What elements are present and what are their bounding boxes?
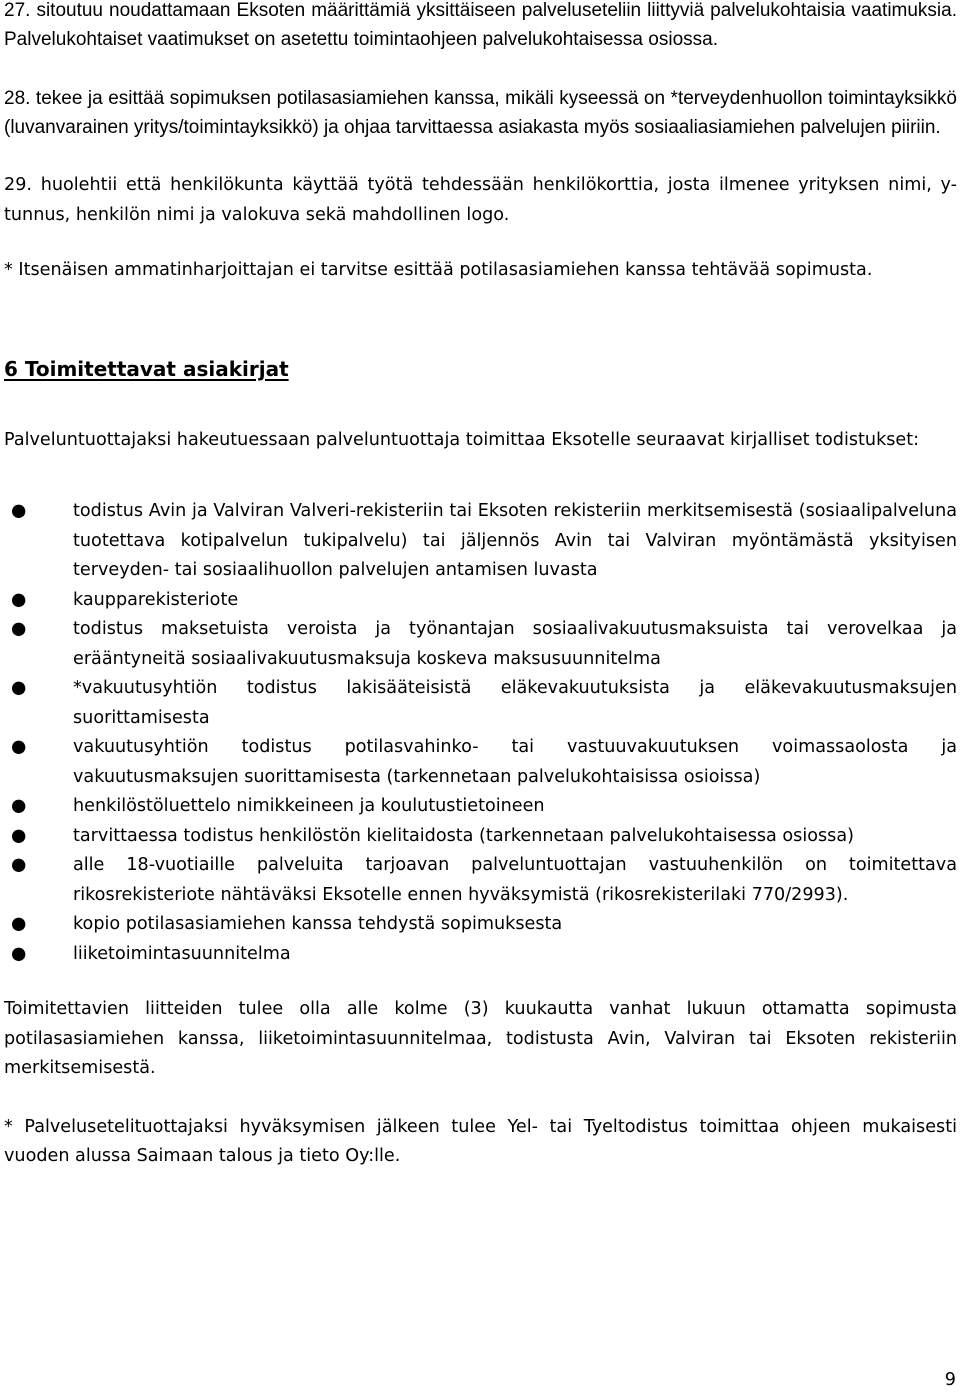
list-item (4, 940, 957, 970)
bullet-icon: ● (11, 855, 27, 875)
list-item-text: tarvittaessa todistus henkilöstön kielitaidosta (tarkennetaan palvelukohtaisessa osiossa) (73, 825, 854, 846)
list-item (4, 910, 957, 940)
required-documents-list (4, 497, 957, 969)
list-item-27: 27. sitoutuu noudattamaan Eksoten määrittämiä yksittäiseen palveluseteliin liittyviä palvelukohtaisia vaatimuksia. Palvelukohtaiset vaatimukset on asetettu toimintaohjeen palvelukohtaisessa osiossa. (4, 0, 957, 50)
list-item-text: kopio potilasasiamiehen kanssa tehdystä sopimuksesta (73, 914, 563, 934)
bullet-icon: ● (11, 796, 27, 816)
document-page (4, 0, 957, 1172)
bullet-icon: ● (11, 678, 27, 698)
list-item-28: 28. tekee ja esittää sopimuksen potilasasiamiehen kanssa, mikäli kyseessä on *terveydenhuollon toimintayksikkö (luvanvarainen yritys/toimintayksikkö) ja ohjaa tarvittaessa asiakasta myös sosiaaliasiamiehen palvelujen piiriin. (4, 88, 957, 138)
bullet-icon: ● (11, 914, 27, 934)
list-item-text: alle 18-vuotiaille palveluita tarjoavan palveluntuottajan vastuuhenkilön on toimitettava rikosrekisteriote nähtäväksi Eksotelle ennen hyväksymistä (rikosrekisterilaki 770/2993). (73, 855, 957, 905)
bullet-icon: ● (11, 737, 27, 757)
list-item-text: kaupparekisteriote (73, 589, 239, 610)
list-item (4, 733, 957, 792)
section-intro: Palveluntuottajaksi hakeutuessaan palveluntuottaja toimittaa Eksotelle seuraavat kirjalliset todistukset: (4, 429, 920, 450)
footnote-independent-practitioner: * Itsenäisen ammatinharjoittajan ei tarvitse esittää potilasasiamiehen kanssa tehtävää sopimusta. (4, 260, 873, 280)
attachments-validity-note: Toimitettavien liitteiden tulee olla alle kolme (3) kuukautta vanhat lukuun ottamatta sopimusta potilasasiamiehen kanssa, liiketoimintasuunnitelmaa, todistusta Avin, Valviran tai Eksoten rekisteriin merkitsemisestä. (4, 999, 957, 1078)
list-item (4, 615, 957, 674)
bullet-icon: ● (11, 619, 27, 639)
list-item (4, 792, 957, 822)
list-item (4, 822, 957, 852)
bullet-icon: ● (11, 589, 27, 610)
list-item-text: vakuutusyhtiön todistus potilasvahinko- tai vastuuvakuutuksen voimassaolosta ja vakuutusmaksujen suorittamisesta (tarkennetaan palvelukohtaisissa osioissa) (73, 737, 957, 787)
list-item (4, 851, 957, 910)
page-number: 9 (944, 1370, 956, 1390)
bullet-icon: ● (11, 501, 27, 521)
list-item-text: todistus Avin ja Valviran Valveri-rekisteriin tai Eksoten rekisteriin merkitsemisestä (sosiaalipalveluna tuotettava kotipalvelun tukipalvelu) tai jäljennös Avin tai Valviran myöntämästä yksityisen terveyden- tai sosiaalihuollon palvelujen antamisen luvasta (73, 501, 957, 580)
bullet-icon: ● (11, 943, 27, 964)
section-heading: 6 Toimitettavat asiakirjat (4, 356, 289, 381)
list-item-text: liiketoimintasuunnitelma (73, 943, 291, 964)
bullet-icon: ● (11, 825, 27, 846)
list-item (4, 586, 957, 616)
list-item-text: henkilöstöluettelo nimikkeineen ja koulutustietoineen (73, 796, 545, 816)
list-item-text: todistus maksetuista veroista ja työnantajan sosiaalivakuutusmaksuista tai verovelkaa ja erääntyneitä sosiaalivakuutusmaksuja koskeva maksusuunnitelma (73, 619, 957, 669)
list-item (4, 497, 957, 586)
list-item-text: *vakuutusyhtiön todistus lakisääteisistä eläkevakuutuksista ja eläkevakuutusmaksujen suorittamisesta (73, 678, 957, 728)
footnote-service-voucher-supplier: * Palvelusetelituottajaksi hyväksymisen jälkeen tulee Yel- tai Tyeltodistus toimittaa ohjeen mukaisesti vuoden alussa Saimaan talous ja tieto Oy:lle. (4, 1116, 957, 1166)
list-item (4, 674, 957, 733)
list-item-29: 29. huolehtii että henkilökunta käyttää työtä tehdessään henkilökorttia, josta ilmenee yrityksen nimi, y-tunnus, henkilön nimi ja valokuva sekä mahdollinen logo. (4, 175, 957, 225)
